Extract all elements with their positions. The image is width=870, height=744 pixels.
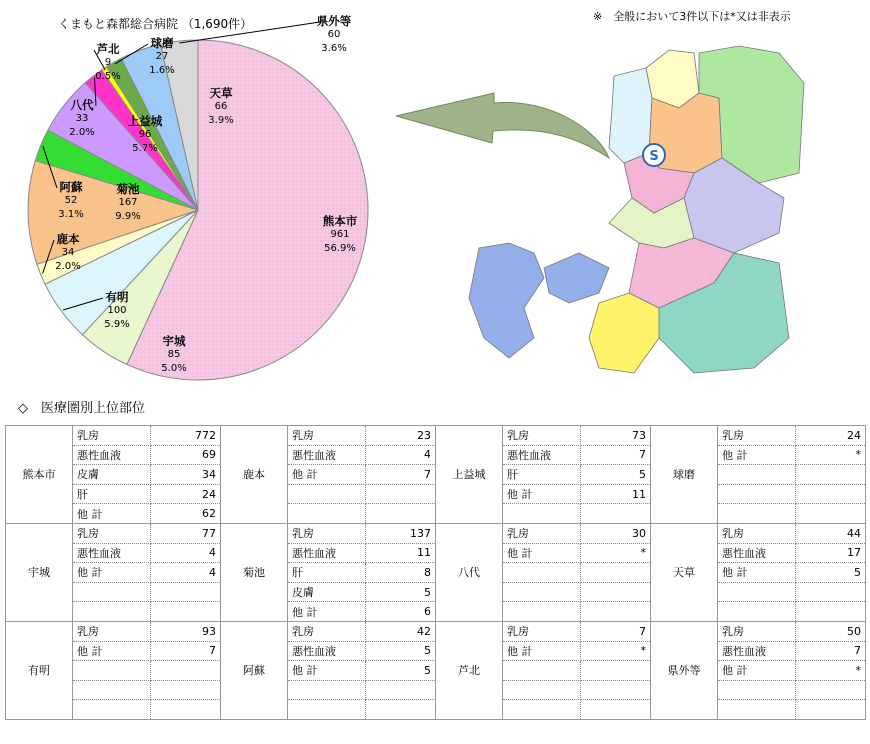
count-cell — [796, 465, 866, 485]
slice-name: 天草 — [209, 86, 233, 100]
site-name-cell: 皮膚 — [288, 582, 366, 602]
site-name-cell: 乳房 — [288, 621, 366, 641]
count-cell: 4 — [366, 445, 436, 465]
count-cell: 5 — [796, 563, 866, 583]
count-cell: 6 — [366, 602, 436, 622]
slice-name: 熊本市 — [322, 214, 358, 228]
slice-percent: 3.1% — [58, 209, 84, 220]
slice-name: 阿蘇 — [59, 180, 83, 194]
pie-slice-label — [84, 42, 132, 84]
slice-percent: 0.5% — [95, 71, 121, 82]
site-name-cell: 他 計 — [73, 563, 151, 583]
count-cell — [366, 680, 436, 700]
area-name-cell: 県外等 — [651, 621, 718, 719]
site-name-cell: 肝 — [288, 563, 366, 583]
slice-value: 167 — [118, 197, 138, 208]
count-cell: 5 — [581, 465, 651, 485]
slice-name: 宇城 — [162, 334, 186, 348]
slice-name: 八代 — [70, 98, 94, 112]
count-cell: * — [796, 661, 866, 681]
slice-percent: 2.0% — [69, 127, 95, 138]
count-cell: 5 — [366, 661, 436, 681]
site-name-cell — [718, 700, 796, 720]
area-name-cell: 菊池 — [221, 523, 288, 621]
site-name-cell — [503, 582, 581, 602]
count-cell: 42 — [366, 621, 436, 641]
site-name-cell — [718, 602, 796, 622]
slice-percent: 56.9% — [324, 243, 356, 254]
count-cell: 93 — [151, 621, 221, 641]
slice-name: 芦北 — [96, 42, 120, 56]
chart-title: くまもと森都総合病院 （1,690件） — [58, 17, 253, 31]
site-name-cell — [718, 582, 796, 602]
site-name-cell: 他 計 — [718, 445, 796, 465]
site-name-cell: 他 計 — [73, 641, 151, 661]
site-name-cell — [718, 504, 796, 524]
slice-percent: 3.9% — [208, 115, 234, 126]
site-name-cell: 乳房 — [73, 426, 151, 446]
count-cell: 5 — [366, 582, 436, 602]
section-heading: ◇ 医療圏別上位部位 — [18, 401, 145, 416]
count-cell — [151, 582, 221, 602]
site-name-cell: 他 計 — [503, 641, 581, 661]
table-row — [6, 523, 866, 543]
site-name-cell: 他 計 — [288, 602, 366, 622]
site-name-cell: 他 計 — [718, 661, 796, 681]
site-name-cell: 悪性血液 — [288, 543, 366, 563]
site-name-cell: 乳房 — [503, 621, 581, 641]
leader-line — [179, 22, 320, 43]
slice-value: 33 — [75, 113, 89, 124]
count-cell — [366, 700, 436, 720]
count-cell: 17 — [796, 543, 866, 563]
area-name-cell: 天草 — [651, 523, 718, 621]
count-cell — [796, 582, 866, 602]
site-name-cell — [503, 700, 581, 720]
count-cell — [796, 680, 866, 700]
pie-slice-label — [121, 114, 169, 156]
site-name-cell — [73, 700, 151, 720]
site-name-cell — [73, 602, 151, 622]
site-name-cell: 乳房 — [288, 426, 366, 446]
site-name-cell: 悪性血液 — [73, 543, 151, 563]
site-name-cell: 他 計 — [288, 465, 366, 485]
count-cell: * — [581, 543, 651, 563]
count-cell: * — [581, 641, 651, 661]
site-name-cell: 皮膚 — [73, 465, 151, 485]
count-cell — [151, 661, 221, 681]
site-name-cell: 他 計 — [73, 504, 151, 524]
slice-value: 34 — [61, 247, 75, 258]
count-cell — [796, 504, 866, 524]
site-name-cell: 乳房 — [718, 426, 796, 446]
site-name-cell: 乳房 — [503, 426, 581, 446]
count-cell — [366, 484, 436, 504]
site-name-cell: 悪性血液 — [73, 445, 151, 465]
count-cell: 23 — [366, 426, 436, 446]
count-cell: 77 — [151, 523, 221, 543]
site-name-cell — [503, 504, 581, 524]
site-name-cell: 他 計 — [503, 543, 581, 563]
pie-slice-label — [138, 36, 186, 78]
table-row — [6, 621, 866, 641]
pointer-arrow — [396, 93, 609, 158]
site-name-cell — [503, 602, 581, 622]
site-name-cell: 悪性血液 — [288, 641, 366, 661]
count-cell: 73 — [581, 426, 651, 446]
site-name-cell: 悪性血液 — [718, 641, 796, 661]
site-name-cell — [73, 582, 151, 602]
slice-percent: 5.0% — [161, 363, 187, 374]
area-name-cell: 熊本市 — [6, 426, 73, 524]
map-region-ashikita — [589, 293, 659, 373]
count-cell: 24 — [796, 426, 866, 446]
count-cell — [581, 602, 651, 622]
site-name-cell: 乳房 — [718, 523, 796, 543]
count-cell: 7 — [581, 621, 651, 641]
count-cell — [581, 563, 651, 583]
site-name-cell — [288, 504, 366, 524]
site-name-cell: 他 計 — [288, 661, 366, 681]
count-cell: 24 — [151, 484, 221, 504]
slice-name: 県外等 — [316, 14, 352, 28]
site-name-cell — [718, 465, 796, 485]
area-name-cell: 阿蘇 — [221, 621, 288, 719]
pie-slice-label — [104, 182, 152, 224]
site-name-cell — [718, 680, 796, 700]
count-cell — [151, 602, 221, 622]
area-name-cell: 芦北 — [436, 621, 503, 719]
count-cell: 5 — [366, 641, 436, 661]
slice-percent: 5.9% — [104, 319, 130, 330]
site-name-cell: 肝 — [503, 465, 581, 485]
slice-name: 球磨 — [150, 36, 174, 50]
slice-value: 60 — [327, 29, 341, 40]
count-cell: 44 — [796, 523, 866, 543]
site-name-cell: 乳房 — [288, 523, 366, 543]
slice-value: 961 — [330, 229, 350, 240]
count-cell: 4 — [151, 543, 221, 563]
slice-value: 27 — [155, 51, 169, 62]
site-name-cell: 他 計 — [503, 484, 581, 504]
count-cell: 4 — [151, 563, 221, 583]
slice-value: 9 — [104, 57, 112, 68]
slice-percent: 3.6% — [321, 43, 347, 54]
count-cell: 11 — [366, 543, 436, 563]
slice-name: 上益城 — [127, 114, 163, 128]
site-name-cell: 悪性血液 — [718, 543, 796, 563]
area-name-cell: 宇城 — [6, 523, 73, 621]
site-name-cell — [288, 700, 366, 720]
site-name-cell: 悪性血液 — [288, 445, 366, 465]
site-name-cell — [718, 484, 796, 504]
area-name-cell: 有明 — [6, 621, 73, 719]
slice-value: 100 — [107, 305, 127, 316]
slice-percent: 9.9% — [115, 211, 141, 222]
count-cell — [796, 700, 866, 720]
count-cell: 7 — [796, 641, 866, 661]
hospital-marker-text: S — [649, 149, 659, 164]
count-cell: 34 — [151, 465, 221, 485]
site-name-cell — [503, 661, 581, 681]
count-cell: 11 — [581, 484, 651, 504]
count-cell — [366, 504, 436, 524]
pie-slice-label — [93, 290, 141, 332]
site-name-cell — [288, 484, 366, 504]
count-cell — [151, 700, 221, 720]
site-name-cell — [73, 661, 151, 681]
count-cell: 7 — [366, 465, 436, 485]
pie-slice-label — [316, 214, 364, 256]
count-cell — [151, 680, 221, 700]
count-cell: 62 — [151, 504, 221, 524]
slice-value: 96 — [138, 129, 152, 140]
count-cell — [581, 582, 651, 602]
slice-percent: 1.6% — [149, 65, 175, 76]
site-name-cell — [73, 680, 151, 700]
area-name-cell: 上益城 — [436, 426, 503, 524]
count-cell: 30 — [581, 523, 651, 543]
site-name-cell — [503, 680, 581, 700]
pie-slice-label — [150, 334, 198, 376]
area-name-cell: 八代 — [436, 523, 503, 621]
count-cell — [581, 504, 651, 524]
site-name-cell: 肝 — [73, 484, 151, 504]
map-region-amakusa — [469, 243, 609, 358]
count-cell: * — [796, 445, 866, 465]
count-cell — [796, 484, 866, 504]
table-row — [6, 426, 866, 446]
pie-slice-label — [58, 98, 106, 140]
slice-value: 66 — [214, 101, 228, 112]
area-name-cell: 球磨 — [651, 426, 718, 524]
count-cell: 772 — [151, 426, 221, 446]
pie-slice-label — [310, 14, 358, 56]
area-name-cell: 鹿本 — [221, 426, 288, 524]
site-name-cell: 乳房 — [503, 523, 581, 543]
count-cell: 137 — [366, 523, 436, 543]
site-name-cell: 悪性血液 — [503, 445, 581, 465]
pie-slice-label — [47, 180, 95, 222]
count-cell — [796, 602, 866, 622]
count-cell — [581, 680, 651, 700]
count-cell: 50 — [796, 621, 866, 641]
slice-name: 鹿本 — [56, 232, 80, 246]
slice-percent: 2.0% — [55, 261, 81, 272]
site-name-cell: 乳房 — [73, 621, 151, 641]
count-cell — [581, 661, 651, 681]
count-cell: 8 — [366, 563, 436, 583]
slice-name: 菊池 — [116, 182, 140, 196]
kumamoto-map — [394, 38, 814, 383]
count-cell: 7 — [581, 445, 651, 465]
site-name-cell: 他 計 — [718, 563, 796, 583]
ranking-table — [5, 425, 866, 720]
slice-name: 有明 — [105, 290, 129, 304]
count-cell — [581, 700, 651, 720]
site-name-cell — [503, 563, 581, 583]
pie-slice-label — [197, 86, 245, 128]
pie-slice-label — [44, 232, 92, 274]
slice-value: 85 — [167, 349, 181, 360]
note-text: ※ 全般において3件以下は*又は非表示 — [593, 10, 791, 23]
site-name-cell: 乳房 — [73, 523, 151, 543]
count-cell: 7 — [151, 641, 221, 661]
count-cell: 69 — [151, 445, 221, 465]
slice-value: 52 — [64, 195, 78, 206]
slice-percent: 5.7% — [132, 143, 158, 154]
site-name-cell: 乳房 — [718, 621, 796, 641]
site-name-cell — [288, 680, 366, 700]
